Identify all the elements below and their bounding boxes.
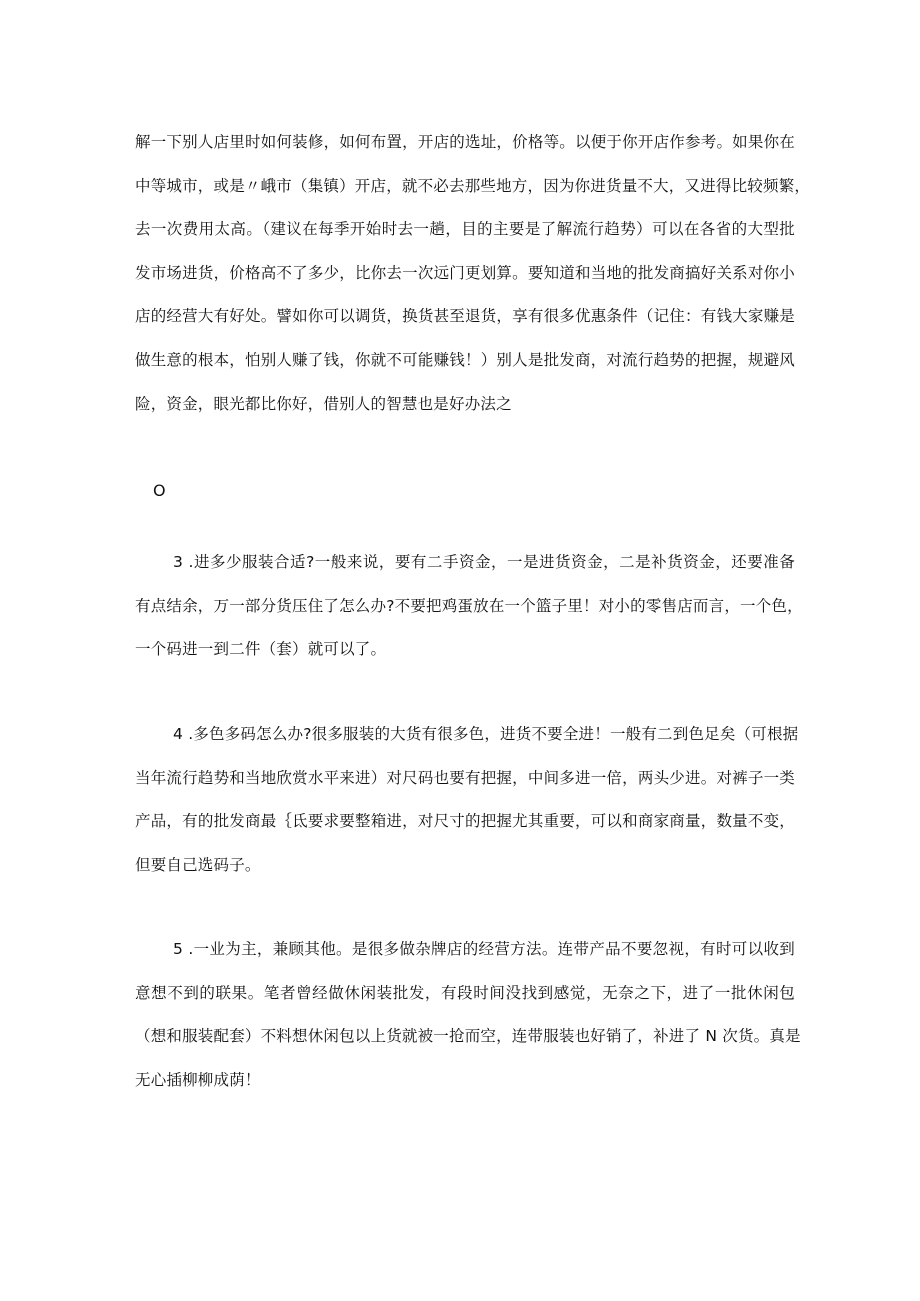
- circle-mark: O: [153, 481, 166, 500]
- paragraph-item-5: [135, 928, 801, 1102]
- paragraph-item-4: [135, 713, 799, 887]
- text-line: 一个码进一到二件（套）就可以了。: [135, 640, 387, 659]
- text-line: 有点结余，万一部分货压住了怎么办?不要把鸡蛋放在一个篮子里！对小的零售店而言，一个色，: [135, 596, 803, 615]
- text-line: 5 .一业为主，兼顾其他。是很多做杂牌店的经营方法。连带产品不要忽视，有时可以收到: [173, 940, 795, 958]
- paragraph-shopping-advice: [135, 121, 811, 426]
- text-line: 3 .进多少服装合适?一般来说，要有二手资金，一是进货资金，二是补货资金，还要准备: [173, 553, 795, 571]
- paragraph-item-3: [135, 541, 803, 672]
- text-line: 产品，有的批发商最｛氐要求要整箱进，对尺寸的把握尤其重要，可以和商家商量，数量不变，: [135, 812, 795, 831]
- text-line: 做生意的根本，怕别人赚了钱，你就不可能赚钱！）别人是批发商，对流行趋势的把握，规避风: [135, 350, 795, 369]
- text-line: 当年流行趋势和当地欣赏水平来进）对尺码也要有把握，中间多进一倍，两头少进。对裤子一类: [135, 768, 795, 787]
- text-line: 意想不到的联果。笔者曾经做休闲装批发，有段时间没找到感觉，无奈之下，进了一批休闲包: [135, 983, 795, 1002]
- text-line: 解一下别人店里时如何装修，如何布置，开店的选址，价格等。以便于你开店作参考。如果你在: [135, 133, 795, 151]
- text-line: 无心插柳柳成荫！: [135, 1070, 261, 1089]
- text-line: 险，资金，眼光都比你好，借别人的智慧也是好办法之: [135, 394, 512, 413]
- text-line: 4 .多色多码怎么办?很多服装的大货有很多色，进货不要全进！一般有二到色足矣（可根据: [173, 725, 799, 743]
- text-line: 但要自己选码子。: [135, 855, 261, 874]
- text-line: 中等城市，或是〃峨市（集镇）开店，就不必去那些地方，因为你进货量不大，又进得比较频繁，: [135, 176, 811, 195]
- text-line: 去一次费用太高。（建议在每季开始时去一趟，目的主要是了解流行趋势）可以在各省的大型批: [135, 220, 795, 239]
- text-line: 店的经营大有好处。譬如你可以调货，换货甚至退货，享有很多优惠条件（记住：有钱大家赚是: [135, 307, 795, 326]
- text-line: （想和服装配套）不料想休闲包以上货就被一抢而空，连带服装也好销了，补进了 N 次货。真是: [135, 1027, 801, 1046]
- text-line: 发市场进货，价格高不了多少，比你去一次远门更划算。要知道和当地的批发商搞好关系对你小: [135, 263, 795, 282]
